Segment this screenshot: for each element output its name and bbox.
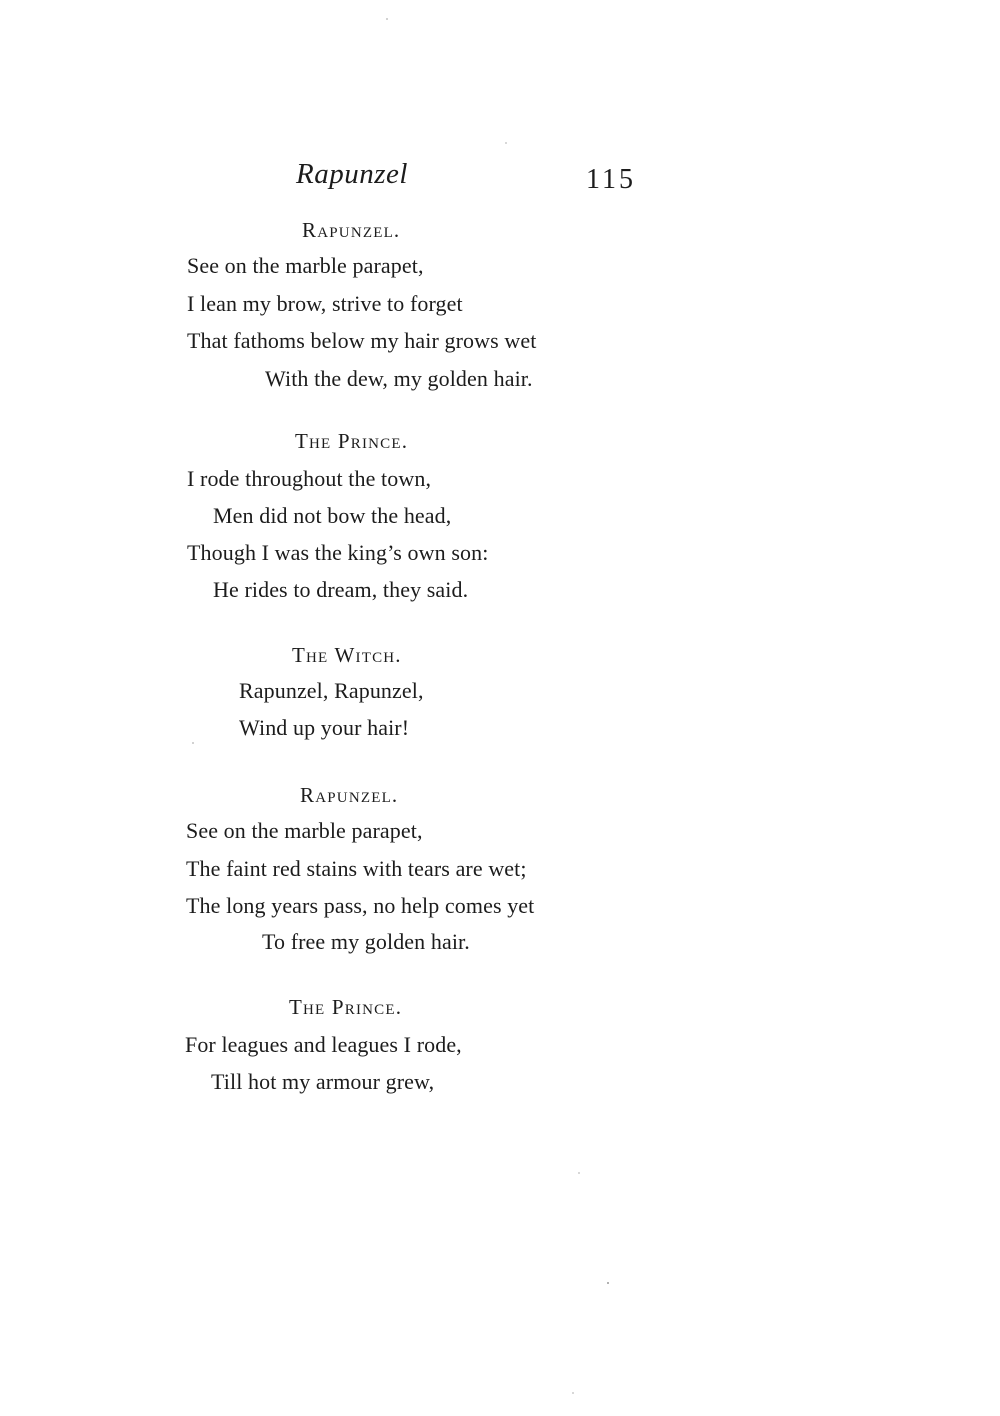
- verse-line: I lean my brow, strive to forget: [187, 291, 463, 316]
- speaker-heading: Rapunzel.: [300, 783, 399, 807]
- speaker-heading: Rapunzel.: [302, 218, 401, 242]
- verse-line: He rides to dream, they said.: [213, 577, 469, 602]
- paper-speck: [572, 1392, 574, 1394]
- paper-speck: [192, 742, 194, 744]
- verse-line: To free my golden hair.: [262, 929, 470, 954]
- paper-speck: [607, 1282, 609, 1284]
- paper-speck: [578, 1172, 580, 1174]
- verse-line: See on the marble parapet,: [186, 818, 423, 843]
- paper-speck: [505, 142, 507, 144]
- running-title: Rapunzel: [296, 158, 408, 190]
- verse-line: Though I was the king’s own son:: [187, 540, 489, 565]
- verse-line: Men did not bow the head,: [213, 503, 452, 528]
- verse-line: For leagues and leagues I rode,: [185, 1032, 462, 1057]
- paper-speck: [386, 18, 388, 20]
- verse-line: I rode throughout the town,: [187, 466, 432, 491]
- verse-line: With the dew, my golden hair.: [265, 366, 533, 391]
- verse-line: Till hot my armour grew,: [211, 1069, 435, 1094]
- page-number: 115: [586, 164, 636, 195]
- speaker-heading: The Witch.: [292, 643, 402, 667]
- verse-line: See on the marble parapet,: [187, 253, 424, 278]
- speaker-heading: The Prince.: [289, 995, 403, 1019]
- verse-line: The faint red stains with tears are wet;: [186, 856, 527, 881]
- speaker-heading: The Prince.: [295, 429, 409, 453]
- verse-line: Rapunzel, Rapunzel,: [239, 678, 424, 703]
- verse-line: The long years pass, no help comes yet: [186, 893, 535, 918]
- verse-line: Wind up your hair!: [239, 715, 410, 740]
- verse-line: That fathoms below my hair grows wet: [187, 328, 537, 353]
